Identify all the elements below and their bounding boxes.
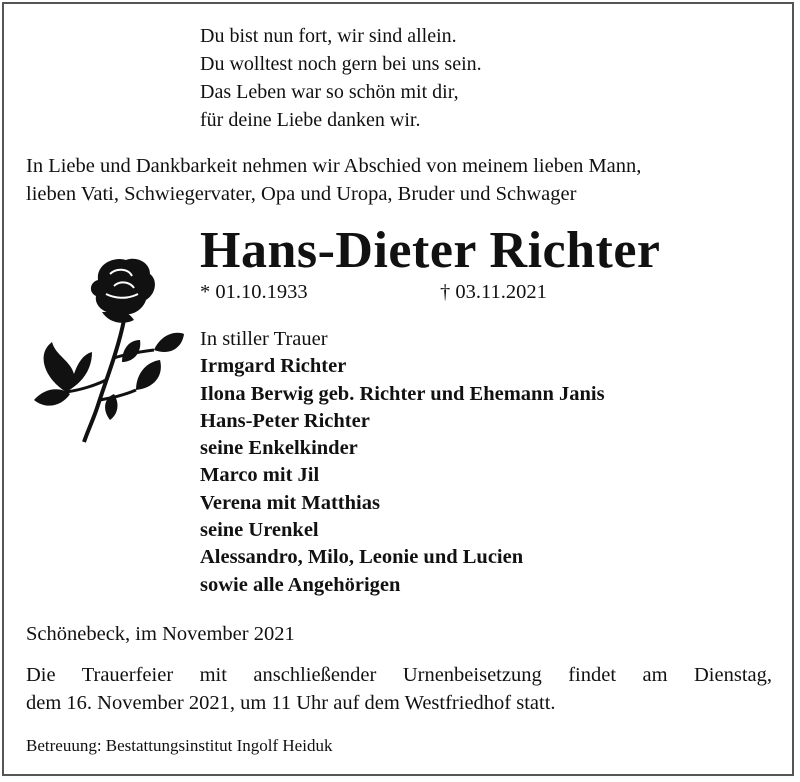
mourner: Verena mit Matthias bbox=[200, 491, 380, 514]
funeral-line: Die Trauerfeier mit anschließender Urnenbeisetzung findet am Dienstag, bbox=[26, 664, 772, 686]
intro-line: In Liebe und Dankbarkeit nehmen wir Abschied von meinem lieben Mann, bbox=[26, 155, 642, 177]
mourner: seine Enkelkinder bbox=[200, 437, 358, 460]
intro-line: lieben Vati, Schwiegervater, Opa und Uropa, Bruder und Schwager bbox=[26, 183, 577, 205]
mourners-list bbox=[200, 326, 605, 599]
poem-line: Das Leben war so schön mit dir, bbox=[200, 81, 459, 103]
mourner: sowie alle Angehörigen bbox=[200, 573, 401, 596]
mourner: Irmgard Richter bbox=[200, 355, 347, 378]
funeral-line: dem 16. November 2021, um 11 Uhr auf dem Westfriedhof statt. bbox=[26, 692, 556, 714]
poem-line: Du bist nun fort, wir sind allein. bbox=[200, 25, 457, 47]
poem bbox=[200, 22, 482, 134]
deceased-name: Hans-Dieter Richter bbox=[200, 222, 661, 279]
life-dates bbox=[200, 278, 547, 306]
funeral-home: Betreuung: Bestattungsinstitut Ingolf Heiduk bbox=[26, 736, 333, 755]
mourner: Hans-Peter Richter bbox=[200, 409, 370, 432]
farewell-intro bbox=[26, 152, 776, 208]
mourning-intro: In stiller Trauer bbox=[200, 328, 328, 350]
birth-date: * 01.10.1933 bbox=[200, 281, 308, 303]
poem-line: Du wolltest noch gern bei uns sein. bbox=[200, 53, 482, 75]
mourner: Marco mit Jil bbox=[200, 464, 320, 487]
mourner: Ilona Berwig geb. Richter und Ehemann Janis bbox=[200, 382, 605, 405]
mourner: Alessandro, Milo, Leonie und Lucien bbox=[200, 546, 524, 569]
rose-icon bbox=[26, 250, 186, 450]
poem-line: für deine Liebe danken wir. bbox=[200, 109, 421, 131]
death-date: † 03.11.2021 bbox=[440, 281, 547, 303]
place-date: Schönebeck, im November 2021 bbox=[26, 623, 295, 645]
mourner: seine Urenkel bbox=[200, 519, 319, 542]
funeral-info bbox=[26, 661, 772, 717]
